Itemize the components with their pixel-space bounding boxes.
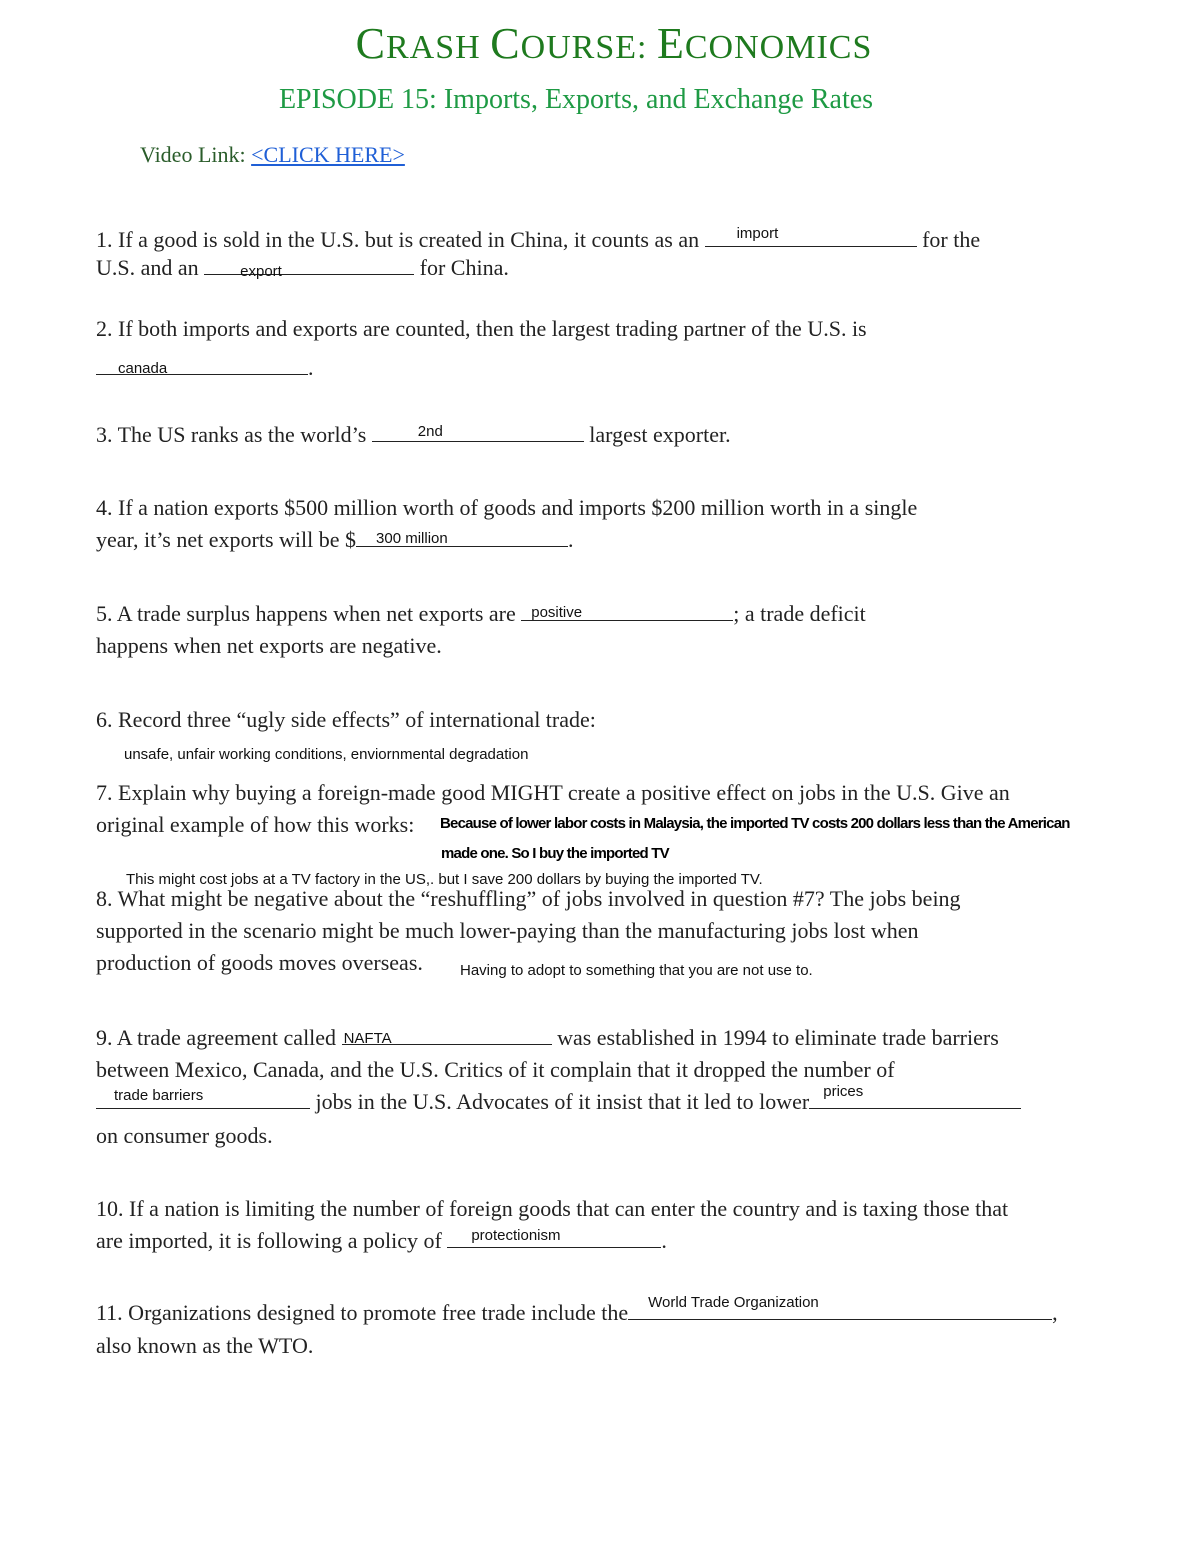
- q9-blank-1[interactable]: [342, 1022, 552, 1045]
- q9-text-d: jobs in the U.S. Advocates of it insist that it led to lower: [310, 1089, 810, 1114]
- q4-answer: 300 million: [376, 530, 448, 547]
- q1-answer-1: import: [736, 225, 779, 242]
- title-initial-c2: C: [490, 19, 521, 68]
- question-5-line-2: happens when net exports are negative.: [96, 633, 442, 658]
- question-4-line-2: [96, 524, 574, 556]
- q1-blank-2[interactable]: [204, 252, 414, 280]
- q9-text-b: was established in 1994 to eliminate trade barriers: [551, 1025, 999, 1050]
- question-1-line-2: [96, 252, 509, 284]
- q2-blank[interactable]: [96, 352, 308, 375]
- q10-text-c: .: [661, 1228, 667, 1253]
- title-conomics: CONOMICS: [684, 29, 873, 66]
- q4-blank[interactable]: [356, 524, 568, 547]
- q5-text-a: 5. A trade surplus happens when net exports are: [96, 601, 522, 626]
- q1-text-a: 1. If a good is sold in the U.S. but is created in China, it counts as an: [96, 227, 705, 252]
- q4-text-b: year, it’s net exports will be $: [96, 527, 357, 552]
- q11-answer: World Trade Organization: [648, 1294, 819, 1311]
- q9-blank-3[interactable]: [809, 1083, 1021, 1109]
- q5-blank[interactable]: [521, 598, 733, 621]
- q9-answer-3: prices: [823, 1083, 864, 1100]
- q3-answer: 2nd: [417, 423, 443, 440]
- q2-end: .: [308, 355, 314, 380]
- episode-subtitle: EPISODE 15: Imports, Exports, and Exchange Rates: [278, 84, 874, 115]
- question-2-line-1: 2. If both imports and exports are counted, then the largest trading partner of the U.S. is: [96, 316, 867, 341]
- question-4-line-1: 4. If a nation exports $500 million worth of goods and imports $200 million worth in a single: [96, 495, 918, 520]
- question-10-line-2: [96, 1225, 667, 1257]
- question-6: 6. Record three “ugly side effects” of international trade:: [96, 707, 596, 732]
- question-8-line-1: 8. What might be negative about the “reshuffling” of jobs involved in question #7? The jobs being: [96, 886, 961, 911]
- q5-text-b: ; a trade deficit: [733, 601, 866, 626]
- question-9-line-4: on consumer goods.: [96, 1123, 273, 1148]
- q10-blank[interactable]: [447, 1225, 661, 1248]
- q1-text-c: U.S. and an: [96, 255, 205, 280]
- title-ourse: OURSE:: [520, 29, 657, 66]
- q9-text-a: 9. A trade agreement called: [96, 1025, 342, 1050]
- question-3: [96, 419, 731, 451]
- q7-answer-line-3: This might cost jobs at a TV factory in the US,. but I save 200 dollars by buying the imported TV.: [126, 871, 763, 888]
- q6-answer: unsafe, unfair working conditions, enviornmental degradation: [124, 746, 529, 763]
- question-10-line-1: 10. If a nation is limiting the number of foreign goods that can enter the country and is taxing those that: [96, 1196, 1009, 1221]
- question-5-line-1: [96, 598, 866, 630]
- q10-answer: protectionism: [471, 1227, 561, 1244]
- q9-blank-2[interactable]: [96, 1086, 310, 1109]
- question-11-line-1: [96, 1294, 1058, 1329]
- video-link[interactable]: <CLICK HERE>: [251, 142, 405, 167]
- question-7-line-1: 7. Explain why buying a foreign-made good MIGHT create a positive effect on jobs in the U.S. Give an: [96, 780, 1010, 805]
- question-2-line-2: [96, 352, 314, 384]
- question-8-line-3: production of goods moves overseas.: [96, 950, 423, 975]
- q9-answer-1: NAFTA: [343, 1030, 392, 1047]
- question-9-line-3: [96, 1083, 1021, 1118]
- q2-answer: canada: [118, 360, 168, 377]
- question-11-line-2: also known as the WTO.: [96, 1333, 314, 1358]
- q11-blank[interactable]: [628, 1294, 1052, 1320]
- document-title: [0, 18, 1200, 69]
- title-initial-c: C: [355, 19, 386, 68]
- q7-answer-line-1: Because of lower labor costs in Malaysia, the imported TV costs 200 dollars less than the American: [440, 815, 1070, 832]
- q1-answer-2: export: [240, 263, 282, 280]
- q1-text-b: for the: [916, 227, 981, 252]
- q3-text-a: 3. The US ranks as the world’s: [96, 422, 372, 447]
- q9-answer-2: trade barriers: [114, 1087, 204, 1104]
- q7-answer-line-2: made one. So I buy the imported TV: [441, 845, 669, 862]
- q11-text-b: ,: [1052, 1300, 1058, 1325]
- question-9-line-1: [96, 1022, 999, 1054]
- q1-text-d: for China.: [414, 255, 509, 280]
- q3-blank[interactable]: [372, 419, 584, 442]
- title-rash: RASH: [386, 29, 491, 66]
- question-9-line-2: between Mexico, Canada, and the U.S. Critics of it complain that it dropped the number of: [96, 1057, 895, 1082]
- q1-blank-1[interactable]: [705, 224, 917, 247]
- q3-text-b: largest exporter.: [583, 422, 731, 447]
- q8-answer: Having to adopt to something that you are not use to.: [460, 962, 813, 979]
- question-8-line-2: supported in the scenario might be much lower-paying than the manufacturing jobs lost when: [96, 918, 919, 943]
- q5-answer: positive: [531, 604, 583, 621]
- question-7-line-2: original example of how this works:: [96, 812, 415, 837]
- video-link-row: [140, 142, 405, 168]
- q4-text-c: .: [568, 527, 574, 552]
- video-link-label: Video Link:: [140, 142, 252, 167]
- q10-text-b: are imported, it is following a policy of: [96, 1228, 448, 1253]
- q11-text-a: 11. Organizations designed to promote free trade include the: [96, 1300, 629, 1325]
- title-initial-e: E: [656, 19, 685, 68]
